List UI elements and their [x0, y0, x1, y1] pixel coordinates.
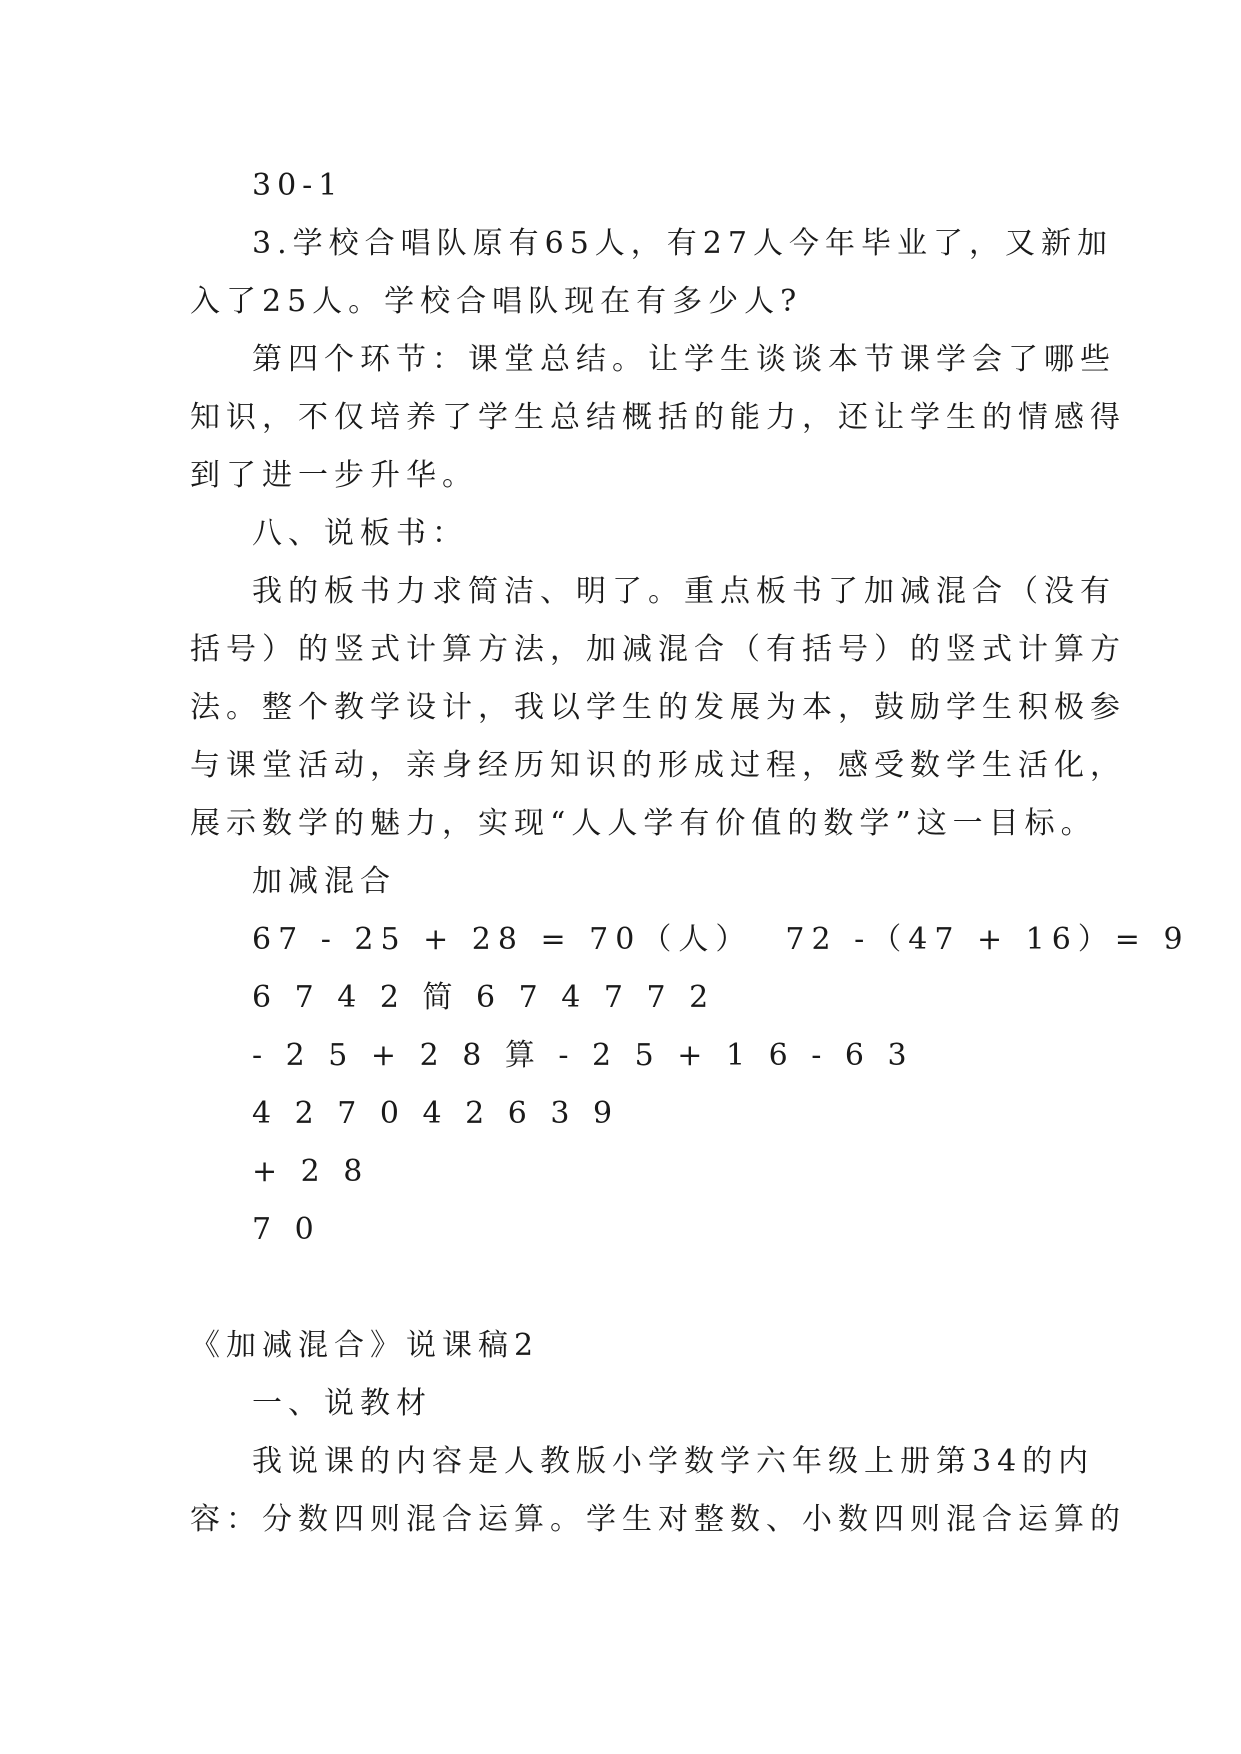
- section2-paragraph-line-1: 我说课的内容是人教版小学数学六年级上册第34的内: [252, 1444, 1095, 1479]
- board-vertical-line-5: 7 0: [252, 1212, 321, 1247]
- step4-line-1: 第四个环节：课堂总结。让学生谈谈本节课学会了哪些: [252, 342, 1116, 377]
- heading-board: 八、说板书：: [252, 516, 468, 551]
- board-vertical-line-1: 6 7 4 2 简 6 7 4 7 7 2: [252, 980, 716, 1015]
- board-paragraph-line-4: 与课堂活动，亲身经历知识的形成过程，感受数学生活化，: [190, 748, 1126, 783]
- board-vertical-line-2: - 2 5 + 2 8 算 - 2 5 + 1 6 - 6 3: [252, 1038, 914, 1073]
- board-paragraph-line-2: 括号）的竖式计算方法，加减混合（有括号）的竖式计算方: [190, 632, 1126, 667]
- board-paragraph-line-3: 法。整个教学设计，我以学生的发展为本，鼓励学生积极参: [190, 690, 1126, 725]
- board-vertical-line-3: 4 2 7 0 4 2 6 3 9: [252, 1096, 620, 1131]
- section2-heading: 一、说教材: [252, 1386, 432, 1421]
- board-equation-line: 67 - 25 + 28 = 70（人） 72 -（47 + 16）= 9: [252, 922, 1190, 957]
- board-title: 加减混合: [252, 864, 396, 899]
- board-paragraph-line-5: 展示数学的魅力，实现“人人学有价值的数学”这一目标。: [190, 806, 1097, 841]
- board-paragraph-line-1: 我的板书力求简洁、明了。重点板书了加减混合（没有: [252, 574, 1116, 609]
- intro-number: 30-1: [252, 168, 344, 203]
- problem3-line-1: 3.学校合唱队原有65人，有27人今年毕业了，又新加: [252, 226, 1113, 261]
- step4-line-3: 到了进一步升华。: [190, 458, 478, 493]
- board-vertical-line-4: + 2 8: [252, 1154, 370, 1189]
- problem3-line-2: 入了25人。学校合唱队现在有多少人?: [190, 284, 803, 319]
- section2-paragraph-line-2: 容：分数四则混合运算。学生对整数、小数四则混合运算的: [190, 1502, 1126, 1537]
- section2-title: 《加减混合》说课稿2: [190, 1328, 540, 1363]
- step4-line-2: 知识，不仅培养了学生总结概括的能力，还让学生的情感得: [190, 400, 1126, 435]
